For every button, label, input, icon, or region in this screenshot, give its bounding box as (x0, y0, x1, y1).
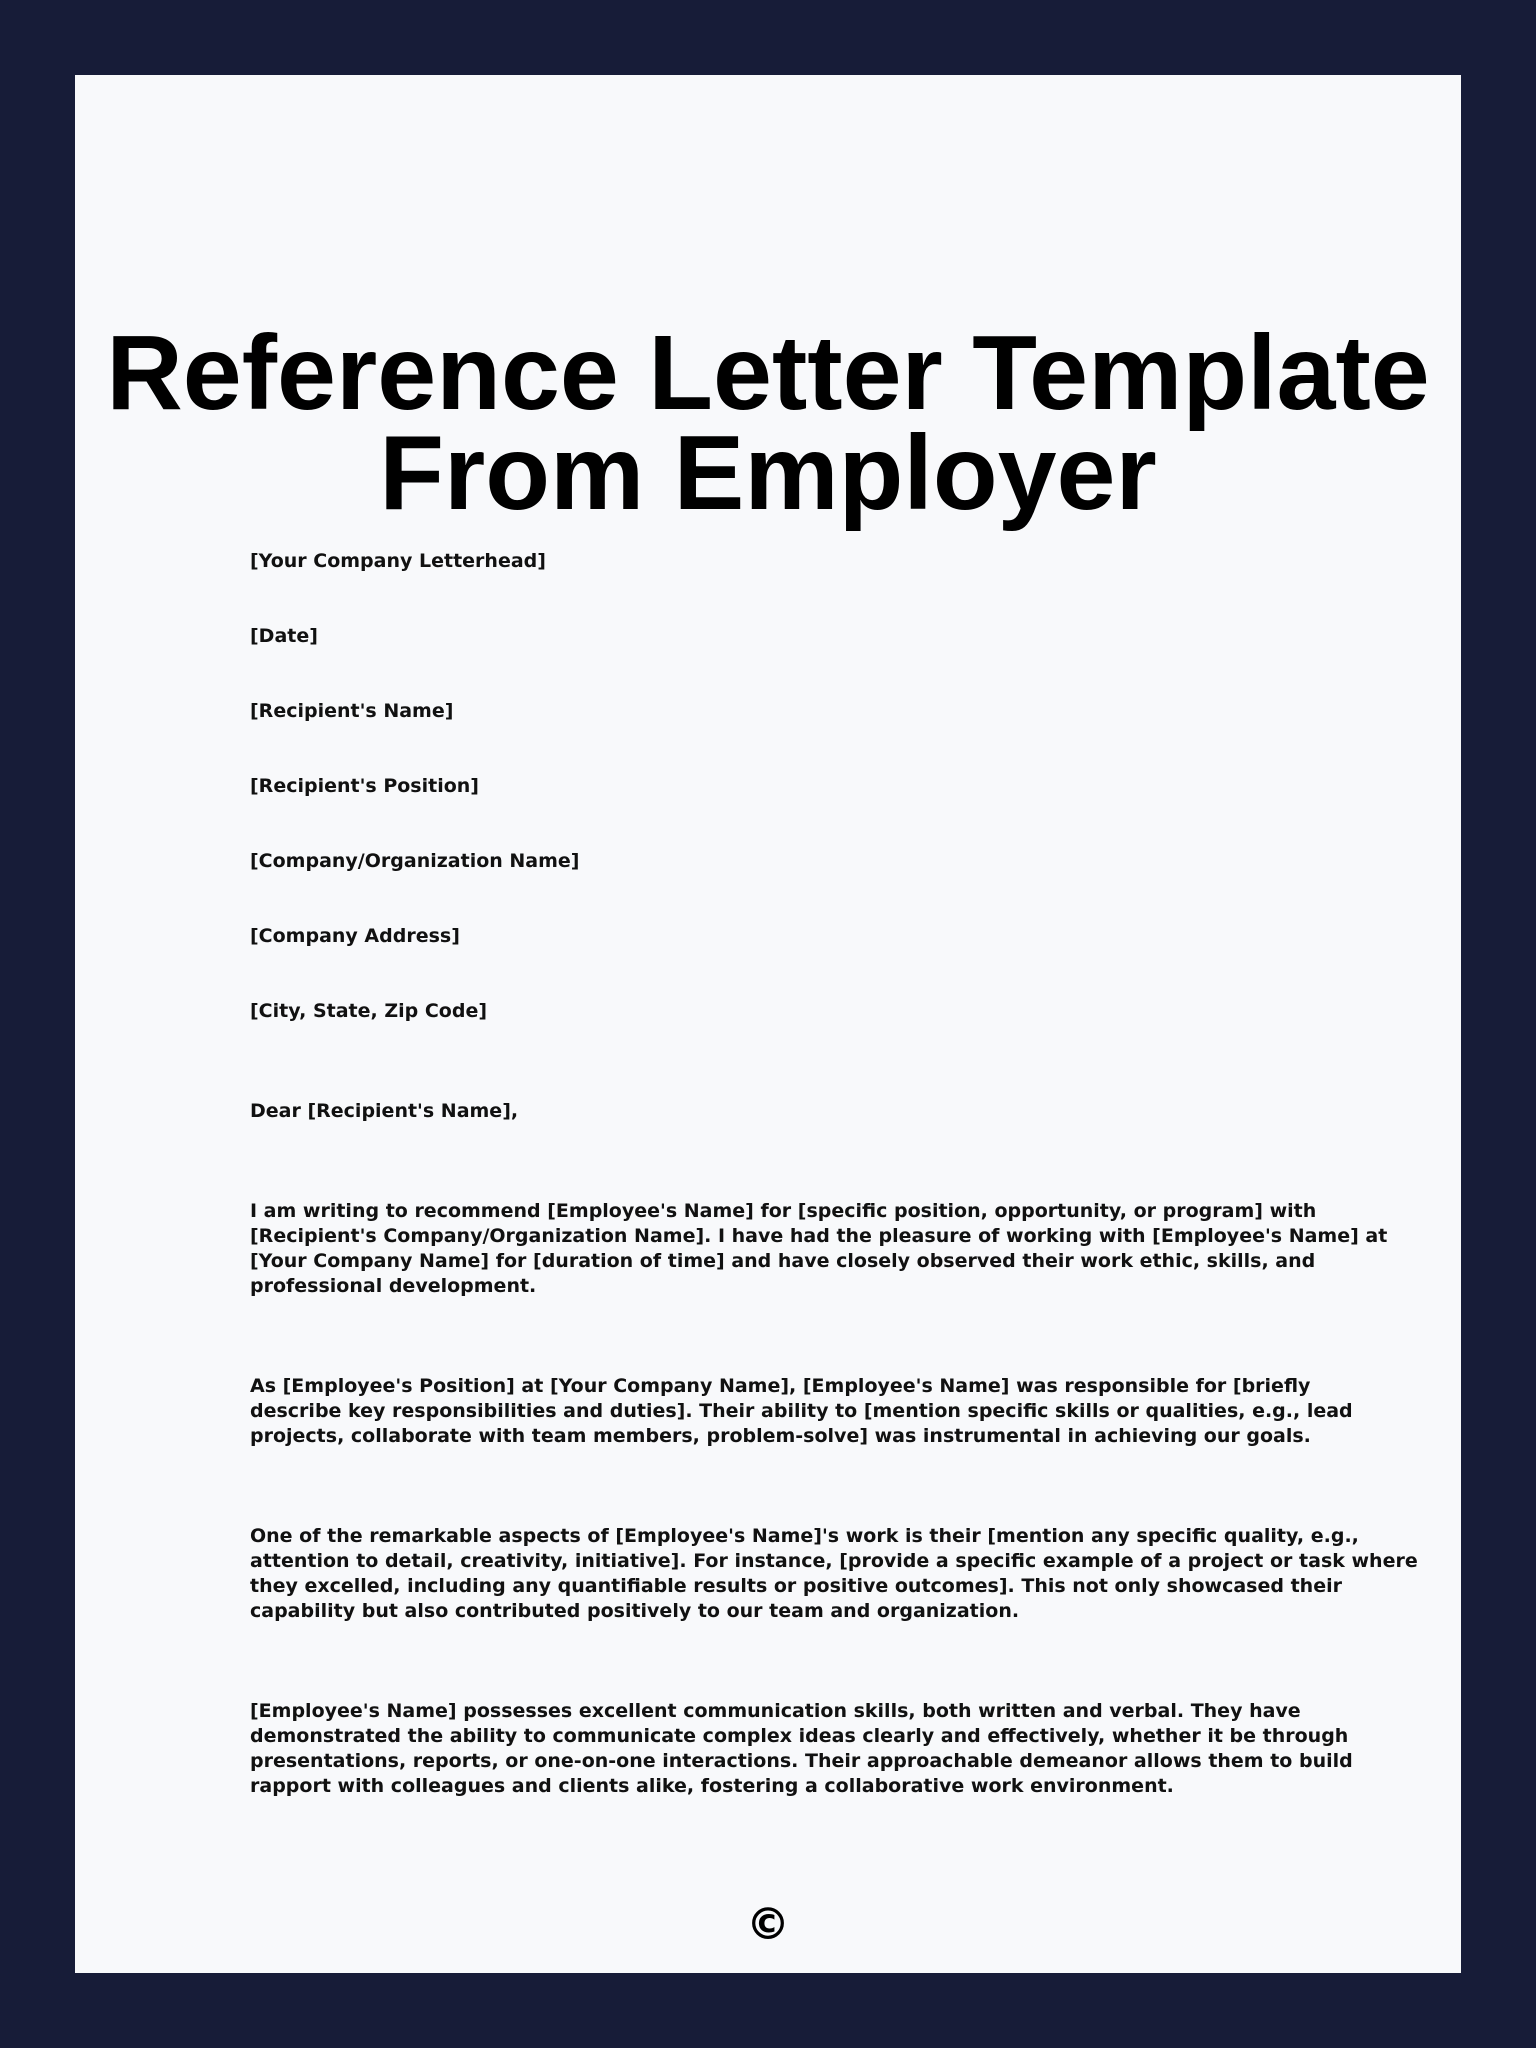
paragraph-line: [Recipient's Company/Organization Name]. I have had the pleasure of working with [Employee's Name] at (250, 1225, 1388, 1247)
paragraph-responsibilities (250, 1374, 1370, 1449)
paragraph-line: they excelled, including any quantifiable results or positive outcomes]. This not only showcased their (250, 1575, 1342, 1597)
paragraph-line: [Employee's Name] possesses excellent communication skills, both written and verbal. They have (250, 1700, 1301, 1722)
paragraph-communication-skills (250, 1699, 1370, 1799)
paragraph-line: capability but also contributed positively to our team and organization. (250, 1600, 1020, 1622)
copyright-icon: © (746, 1899, 790, 1950)
paragraph-remarkable-aspects (250, 1524, 1418, 1624)
header-field-recipient-position: [Recipient's Position] (250, 775, 479, 797)
paragraph-line: demonstrated the ability to communicate complex ideas clearly and effectively, whether it be through (250, 1725, 1349, 1747)
header-field-recipient-name: [Recipient's Name] (250, 700, 454, 722)
paragraph-line: [Your Company Name] for [duration of time] and have closely observed their work ethic, skills, and (250, 1250, 1316, 1272)
header-field-date: [Date] (250, 625, 318, 647)
paragraph-line: projects, collaborate with team members, problem-solve] was instrumental in achieving our goals. (250, 1425, 1311, 1447)
paragraph-line: describe key responsibilities and duties]. Their ability to [mention specific skills or qualities, e.g., lead (250, 1400, 1353, 1422)
header-field-letterhead: [Your Company Letterhead] (250, 550, 546, 572)
header-field-company-name: [Company/Organization Name] (250, 850, 580, 872)
page-title (75, 314, 1461, 532)
paragraph-line: rapport with colleagues and clients alike, fostering a collaborative work environment. (250, 1775, 1174, 1797)
letter-page (75, 75, 1461, 1973)
header-field-city-state-zip: [City, State, Zip Code] (250, 1000, 488, 1022)
paragraph-line: professional development. (250, 1275, 537, 1297)
paragraph-introduction (250, 1199, 1388, 1299)
title-line-2: From Employer (379, 414, 1157, 532)
paragraph-line: I am writing to recommend [Employee's Name] for [specific position, opportunity, or program] with (250, 1200, 1317, 1222)
paragraph-line: presentations, reports, or one-on-one interactions. Their approachable demeanor allows them to build (250, 1750, 1353, 1772)
paragraph-line: As [Employee's Position] at [Your Company Name], [Employee's Name] was responsible for [briefly (250, 1375, 1311, 1397)
salutation: Dear [Recipient's Name], (250, 1100, 519, 1122)
header-field-company-address: [Company Address] (250, 925, 460, 947)
paragraph-line: attention to detail, creativity, initiative]. For instance, [provide a specific example of a project or task where (250, 1550, 1418, 1572)
title-line-1: Reference Letter Template (106, 314, 1430, 432)
paragraph-line: One of the remarkable aspects of [Employee's Name]'s work is their [mention any specific quality, e.g., (250, 1525, 1359, 1547)
